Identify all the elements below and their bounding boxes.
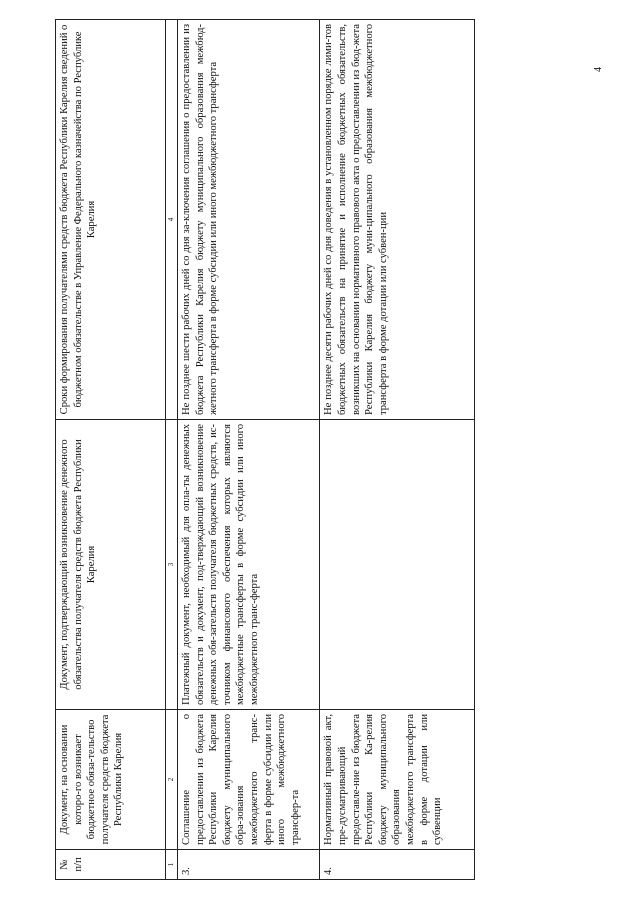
- row-basis-document: Нормативный правовой акт, пре-дусматривающий предоставле-ние из бюджета Республики Ка-релия бюджету муниципального образования межбюджетного трансферта в форме дотации или субвенции: [320, 710, 475, 850]
- column-index-3: 3: [165, 420, 177, 710]
- header-basis-document: Документ, на основании которо-го возникает бюджетное обяза-тельство получателя средств бюджета Республики Карелия: [56, 710, 166, 850]
- table-header-row: [56, 20, 166, 880]
- header-number: № п/п: [56, 850, 166, 880]
- row-deadline: Не позднее десяти рабочих дней со дня доведения в установленном порядке лими-тов бюджетных обязательств на принятие и исполнение бюджетных обязательств, возникших на основании нормативного правового акта о предоставлении из бюд-жета Республики Карелия бюджету муни-ципального образования межбюджетного трансферта в форме дотации или субвен-ции: [320, 20, 475, 420]
- row-number: 3.: [178, 850, 320, 880]
- obligations-table: [55, 19, 475, 880]
- header-confirming-document: Документ, подтверждающий возникновение денежного обязательства получателя средств бюджета Республики Карелия: [56, 420, 166, 710]
- column-index-2: 2: [165, 710, 177, 850]
- column-index-4: 4: [165, 20, 177, 420]
- row-confirming-document: Платежный документ, необходимый для опла-ты денежных обязательств и документ, под-тверждающий возникновение денежных обя-зательств получателя бюджетных средств, ис-точником финансового обеспечения которых являются межбюджетные трансферты в форме субсидии или иного межбюджетного транс-ферта: [178, 420, 320, 710]
- table-row: [178, 20, 320, 880]
- page-number: 4: [593, 67, 604, 72]
- row-confirming-document: [320, 420, 475, 710]
- column-index-1: 1: [165, 850, 177, 880]
- column-index-row: [165, 20, 177, 880]
- row-number: 4.: [320, 850, 475, 880]
- rotated-table-container: [55, 20, 475, 880]
- row-deadline: Не позднее шести рабочих дней со дня за-ключения соглашения о предоставлении из бюджета Республики Карелия бюджету муниципального образования межбюд-жетного трансферта в форме субсидии или иного межбюджетного трансферта: [178, 20, 320, 420]
- header-deadline: Сроки формирования получателями средств бюджета Республики Карелия сведений о бюджетном обязательстве в Управление Федерального казначейства по Республике Карелия: [56, 20, 166, 420]
- row-basis-document: Соглашение о предоставлении из бюджета Республики Карелия бюджету муниципального обра-зования межбюджетного транс-ферта в форме субсидии или иного межбюджетного трансфер-та: [178, 710, 320, 850]
- table-row: [320, 20, 475, 880]
